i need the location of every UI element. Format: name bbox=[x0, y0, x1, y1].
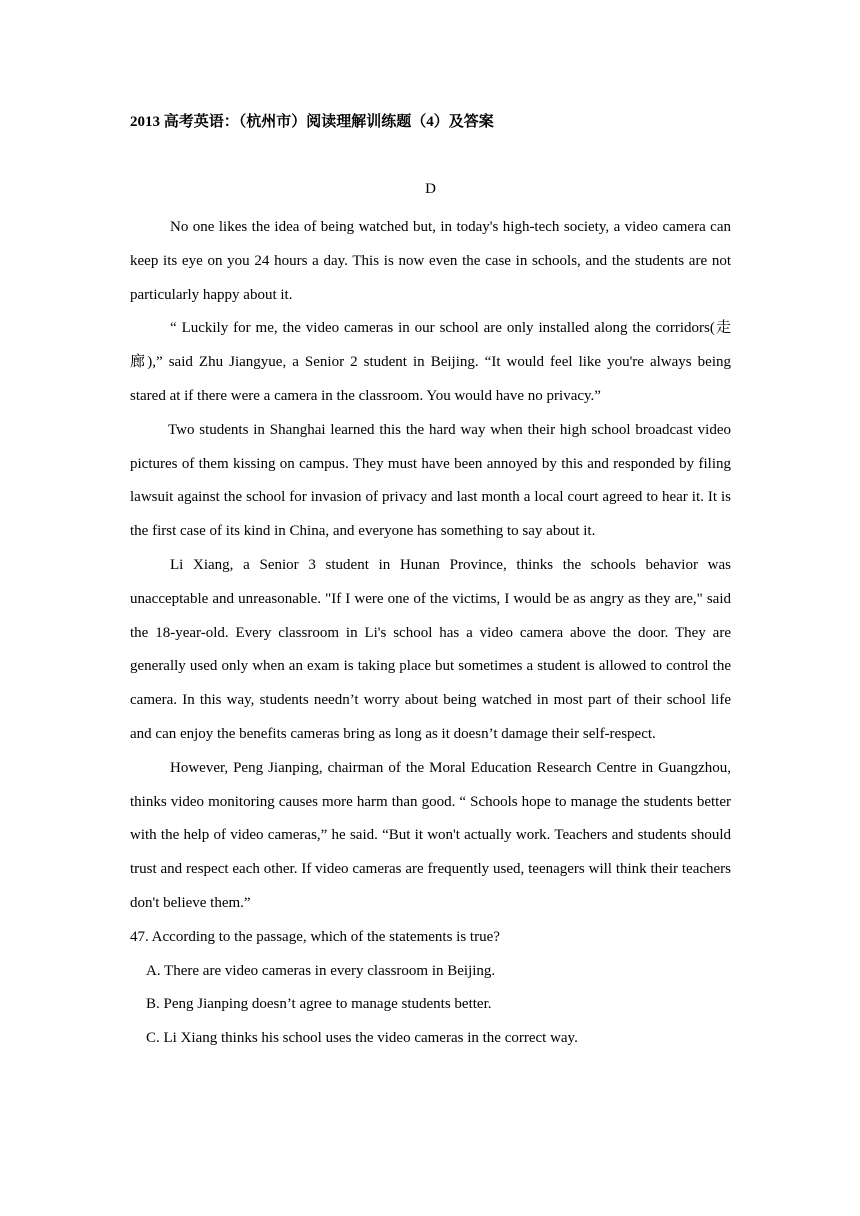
question-option-c: C. Li Xiang thinks his school uses the video cameras in the correct way. bbox=[146, 1030, 578, 1047]
passage-paragraph-2: “ Luckily for me, the video cameras in our school are only installed along the corridors(走廊),” said Zhu Jiangyue, a Senior 2 student in Beijing. “It would feel like you're always being stared at if there were a camera in the classroom. You would have no privacy.” bbox=[130, 320, 731, 404]
section-letter: D bbox=[425, 181, 436, 197]
passage-paragraph-4: Li Xiang, a Senior 3 student in Hunan Province, thinks the schools behavior was unacceptable and unreasonable. "If I were one of the victims, I would be as angry as they are," said the 18-year-old. Every classroom in Li's school has a video camera above the door. They are generally used only when an exam is taking place but sometimes a student is allowed to control the camera. In this way, students needn’t worry about being watched in most part of their school life and can enjoy the benefits cameras bring as long as it doesn’t damage their self-respect. bbox=[130, 556, 731, 742]
document-title: 2013 高考英语：（杭州市）阅读理解训练题（4）及答案 bbox=[130, 114, 494, 130]
question-option-b: B. Peng Jianping doesn’t agree to manage students better. bbox=[146, 996, 492, 1013]
passage-body bbox=[130, 211, 731, 1056]
question-option-a: A. There are video cameras in every classroom in Beijing. bbox=[146, 962, 496, 979]
passage-paragraph-5: However, Peng Jianping, chairman of the Moral Education Research Centre in Guangzhou, thinks video monitoring causes more harm than good. “ Schools hope to manage the students better with the help of video cameras,” he said. “But it won't actually work. Teachers and students should trust and respect each other. If video cameras are frequently used, teenagers will think their teachers don't believe them.” bbox=[130, 759, 731, 911]
passage-paragraph-1: No one likes the idea of being watched but, in today's high-tech society, a video camera can keep its eye on you 24 hours a day. This is now even the case in schools, and the students are not particularly happy about it. bbox=[130, 219, 731, 303]
question-stem: 47. According to the passage, which of the statements is true? bbox=[130, 928, 500, 945]
passage-paragraph-3: Two students in Shanghai learned this the hard way when their high school broadcast video pictures of them kissing on campus. They must have been annoyed by this and responded by filing lawsuit against the school for invasion of privacy and last month a local court agreed to hear it. It is the first case of its kind in China, and everyone has something to say about it. bbox=[130, 421, 731, 540]
